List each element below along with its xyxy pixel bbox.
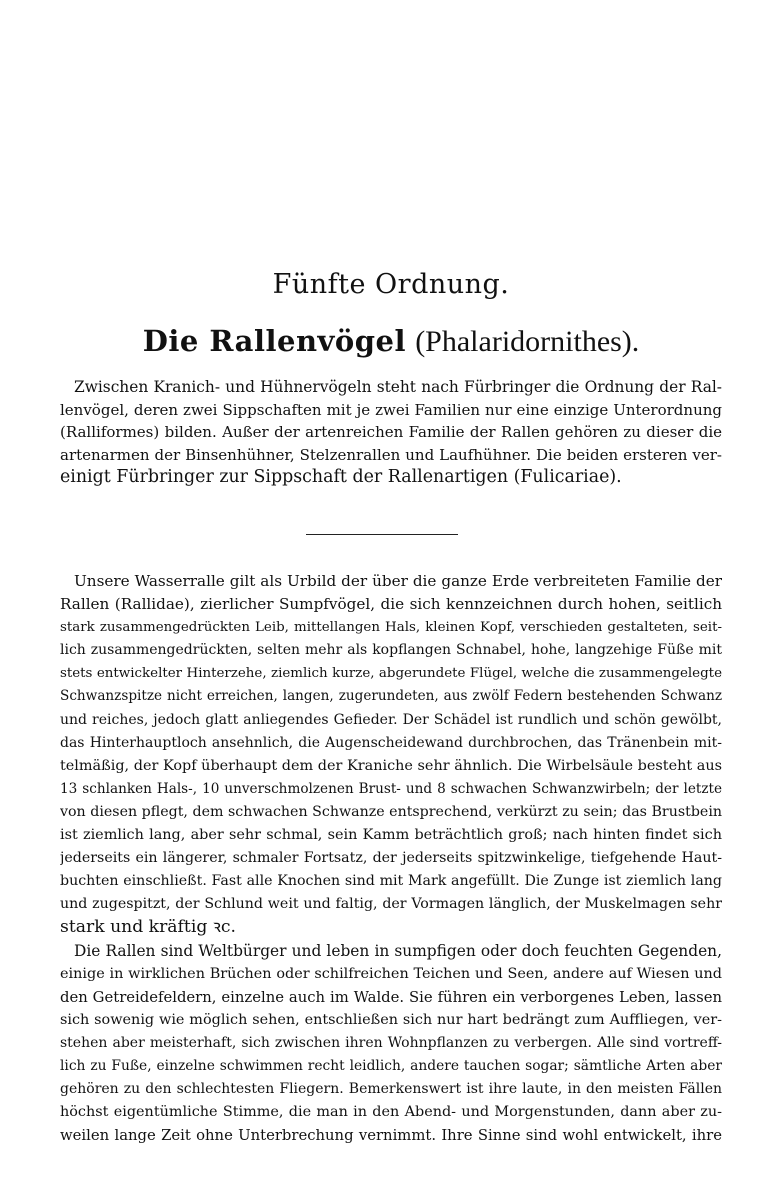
section-divider (306, 534, 458, 535)
body-line: höchst eigentümliche Stimme, die man in den Abend- und Morgenstunden, dann aber zu- (60, 1104, 722, 1121)
body-line: stets entwickelter Hinterzehe, ziemlich kurze, abgerundete Flügel, welche die zusammengelegte (60, 666, 722, 682)
body-line: stark zusammengedrückten Leib, mittellangen Hals, kleinen Kopf, verschieden gestalteten, seit- (60, 620, 722, 636)
body-line: sich sowenig wie möglich sehen, entschließen sich nur hart bedrängt zum Auffliegen, ver- (60, 1011, 722, 1028)
body-line: 13 schlanken Hals-, 10 unverschmolzenen Brust- und 8 schwachen Schwanzwirbeln; der letzte (60, 780, 722, 797)
chapter-title-german: Die Rallenvögel (142, 324, 406, 358)
intro-line: artenarmen der Binsenhühner, Stelzenrallen und Laufhühner. Die beiden ersteren ver- (60, 445, 722, 464)
body-line: Unsere Wasserralle gilt als Urbild der über die ganze Erde verbreiteten Familie der (74, 572, 722, 590)
intro-line: lenvögel, deren zwei Sippschaften mit je zwei Familien nur eine einzige Unterordnung (60, 400, 722, 419)
body-line: und reiches, jedoch glatt anliegendes Gefieder. Der Schädel ist rundlich und schön gewölbt, (60, 711, 722, 728)
body-line: Schwanzspitze nicht erreichen, langen, zugerundeten, aus zwölf Federn bestehenden Schwanz (60, 688, 722, 705)
intro-line: (Ralliformes) bilden. Außer der artenreichen Familie der Rallen gehören zu dieser die (60, 423, 722, 442)
body-line: den Getreidefeldern, einzelne auch im Walde. Sie führen ein verborgenes Leben, lassen (60, 988, 722, 1006)
body-line: einige in wirklichen Brüchen oder schilfreichen Teichen und Seen, andere auf Wiesen und (60, 965, 722, 982)
body-line: stehen aber meisterhaft, sich zwischen ihren Wohnpflanzen zu verbergen. Alle sind vortreff- (60, 1034, 722, 1051)
body-line: weilen lange Zeit ohne Unterbrechung vernimmt. Ihre Sinne sind wohl entwickelt, ihre (60, 1127, 722, 1145)
intro-line: einigt Fürbringer zur Sippschaft der Rallenartigen (Fulicariae). (60, 467, 622, 488)
body-line: stark und kräftig ꝛc. (60, 917, 237, 938)
body-line: ist ziemlich lang, aber sehr schmal, sein Kamm beträchtlich groß; nach hinten findet sich (60, 827, 722, 844)
chapter-title (0, 322, 782, 361)
body-line: Rallen (Rallidae), zierlicher Sumpfvögel, die sich kennzeichnen durch hohen, seitlich (60, 595, 722, 614)
intro-paragraph (60, 376, 722, 489)
body-line: lich zu Fuße, einzelne schwimmen recht leidlich, andere tauchen sogar; sämtliche Arten aber (60, 1057, 722, 1074)
body-text (60, 570, 722, 1147)
order-heading: Fünfte Ordnung. (272, 269, 510, 300)
intro-line: Zwischen Kranich- und Hühnervögeln steht nach Fürbringer die Ordnung der Ral- (74, 378, 722, 396)
chapter-title-latin: (Phalaridornithes). (415, 325, 640, 358)
body-line: lich zusammengedrückten, selten mehr als kopflangen Schnabel, hohe, langzehige Füße mit (60, 642, 722, 659)
body-line: jederseits ein längerer, schmaler Fortsatz, der jederseits spitzwinkelige, tiefgehende Haut- (60, 850, 722, 867)
body-line: das Hinterhauptloch ansehnlich, die Augenscheidewand durchbrochen, das Tränenbein mit- (60, 734, 722, 751)
body-line: Die Rallen sind Weltbürger und leben in sumpfigen oder doch feuchten Gegenden, (74, 941, 722, 960)
body-line: und zugespitzt, der Schlund weit und faltig, der Vormagen länglich, der Muskelmagen sehr (60, 896, 722, 913)
body-line: von diesen pflegt, dem schwachen Schwanze entsprechend, verkürzt zu sein; das Brustbein (60, 803, 722, 820)
body-line: telmäßig, der Kopf überhaupt dem der Kraniche sehr ähnlich. Die Wirbelsäule besteht aus (60, 757, 722, 774)
body-line: gehören zu den schlechtesten Fliegern. Bemerkenswert ist ihre laute, in den meisten Fällen (60, 1081, 722, 1098)
body-line: buchten einschließt. Fast alle Knochen sind mit Mark angefüllt. Die Zunge ist ziemlich lang (60, 873, 722, 890)
